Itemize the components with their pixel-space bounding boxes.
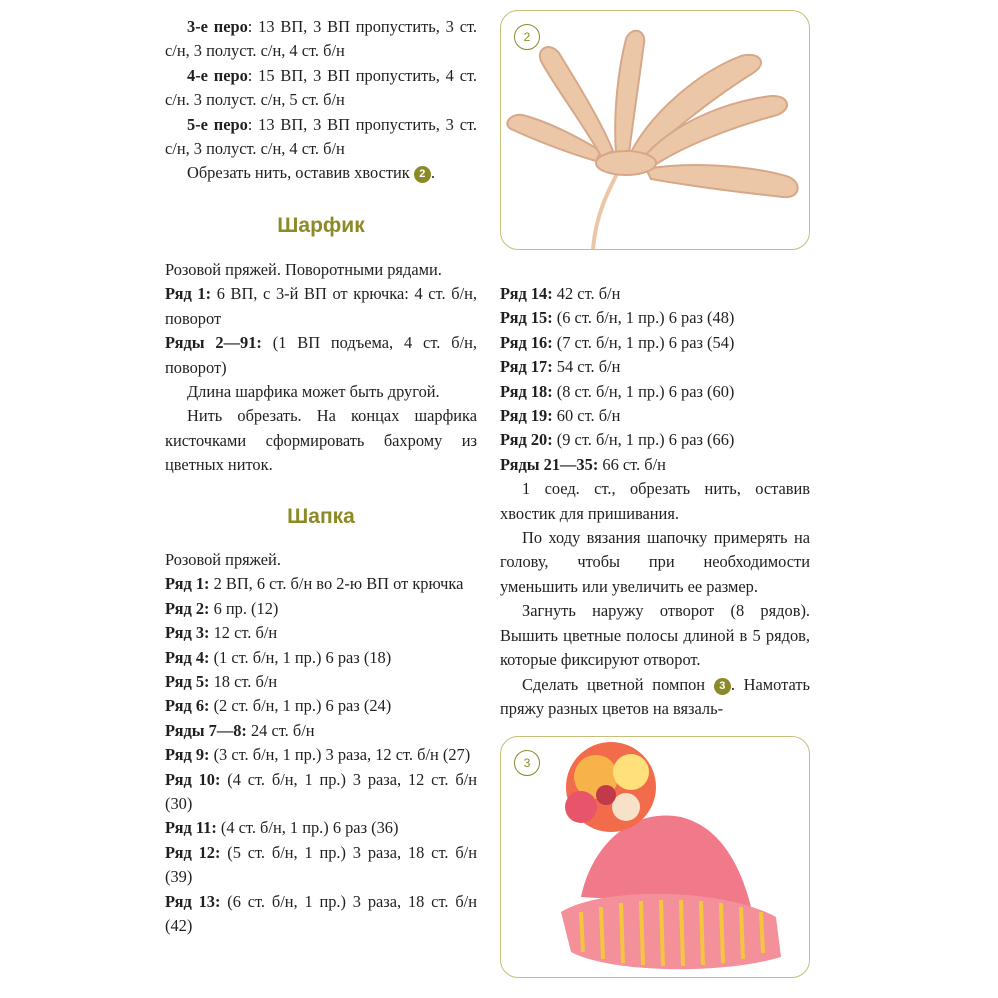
feather-5: 5-е перо: 13 ВП, 3 ВП пропустить, 3 ст. с/н, 3 полуст. с/н, 4 ст. б/н xyxy=(165,114,477,159)
hat-row: Ряд 2: 6 пр. (12) xyxy=(165,598,279,618)
photo-number: 3 xyxy=(514,750,540,776)
hat-section xyxy=(165,548,477,939)
scarf-rows-2-91: Ряды 2—91: (1 ВП подъема, 4 ст. б/н, поворот) xyxy=(165,333,477,377)
photo-number: 2 xyxy=(514,24,540,50)
hat-row: Ряд 16: (7 ст. б/н, 1 пр.) 6 раз (54) xyxy=(500,332,735,352)
pompom xyxy=(565,742,656,832)
scarf-intro: Розовой пряжей. Поворотными рядами. xyxy=(165,260,442,279)
right-column xyxy=(500,282,810,721)
feather-4: 4-е перо: 15 ВП, 3 ВП пропустить, 4 ст. с/н. 3 полуст. с/н, 5 ст. б/н xyxy=(165,65,477,110)
hat-cuff-note: Загнуть наружу отворот (8 рядов). Вышить цветные полосы длиной в 5 рядов, которые фиксируют отворот. xyxy=(500,601,810,670)
feather-3: 3-е перо: 13 ВП, 3 ВП пропустить, 3 ст. с/н, 3 полуст. с/н, 4 ст. б/н xyxy=(165,17,477,61)
hat-row: Ряд 10: (4 ст. б/н, 1 пр.) 3 раза, 12 ст. б/н (30) xyxy=(165,769,477,814)
step-badge: 3 xyxy=(714,678,731,695)
hat-finish-note: 1 соед. ст., обрезать нить, оставив хвостик для пришивания. xyxy=(500,479,810,523)
scarf-note-length: Длина шарфика может быть другой. xyxy=(187,382,440,402)
hat-row: Ряд 3: 12 ст. б/н xyxy=(165,623,278,643)
hat-row: Ряд 13: (6 ст. б/н, 1 пр.) 3 раза, 18 ст. б/н (42) xyxy=(165,891,477,936)
left-column xyxy=(165,15,477,186)
hat-row: Ряд 6: (2 ст. б/н, 1 пр.) 6 раз (24) xyxy=(165,696,392,716)
hat-row: Ряд 14: 42 ст. б/н xyxy=(500,284,621,303)
hat-row: Ряд 9: (3 ст. б/н, 1 пр.) 3 раза, 12 ст. б/н (27) xyxy=(165,745,471,765)
hat-row: Ряды 21—35: 66 ст. б/н xyxy=(500,454,666,474)
hat-intro: Розовой пряжей. xyxy=(165,550,281,569)
crochet-feathers-illustration xyxy=(501,11,809,249)
scarf-note-fringe: Нить обрезать. На концах шарфика кисточками сформировать бахрому из цветных ниток. xyxy=(165,406,477,475)
hat-row: Ряд 19: 60 ст. б/н xyxy=(500,406,621,426)
hat-row: Ряд 18: (8 ст. б/н, 1 пр.) 6 раз (60) xyxy=(500,381,735,401)
hat-fitting-note: По ходу вязания шапочку примерять на голову, чтобы при необходимости уменьшить или увеличить ее размер. xyxy=(500,528,810,596)
hat-row: Ряд 11: (4 ст. б/н, 1 пр.) 6 раз (36) xyxy=(165,818,399,838)
step-badge: 2 xyxy=(414,166,431,183)
cut-thread-note: Обрезать нить, оставив хвостик 2 . xyxy=(187,163,435,183)
hat-row: Ряд 15: (6 ст. б/н, 1 пр.) 6 раз (48) xyxy=(500,308,735,328)
hat-row: Ряды 7—8: 24 ст. б/н xyxy=(165,720,315,740)
hat-row: Ряд 17: 54 ст. б/н xyxy=(500,357,621,377)
scarf-heading: Шарфик xyxy=(277,214,365,237)
hat-rows-right xyxy=(500,282,810,477)
hat-row: Ряд 12: (5 ст. б/н, 1 пр.) 3 раза, 18 ст. б/н (39) xyxy=(165,842,477,887)
feathers-photo xyxy=(500,10,810,250)
hat-row: Ряд 20: (9 ст. б/н, 1 пр.) 6 раз (66) xyxy=(500,430,735,450)
crochet-hat-illustration xyxy=(501,737,809,977)
hat-rows-left xyxy=(165,572,477,938)
hat-photo xyxy=(500,736,810,978)
hat-row: Ряд 4: (1 ст. б/н, 1 пр.) 6 раз (18) xyxy=(165,647,392,667)
scarf-row-1: Ряд 1: 6 ВП, с 3-й ВП от крючка: 4 ст. б/н, поворот xyxy=(165,284,477,328)
hat-row: Ряд 1: 2 ВП, 6 ст. б/н во 2-ю ВП от крючка xyxy=(165,574,464,594)
hat-row: Ряд 5: 18 ст. б/н xyxy=(165,672,278,692)
scarf-section xyxy=(165,258,477,478)
hat-heading: Шапка xyxy=(287,505,355,528)
hat-pompom-note: Сделать цветной помпон 3 . Намотать пряжу разных цветов на вязаль- xyxy=(500,674,810,718)
